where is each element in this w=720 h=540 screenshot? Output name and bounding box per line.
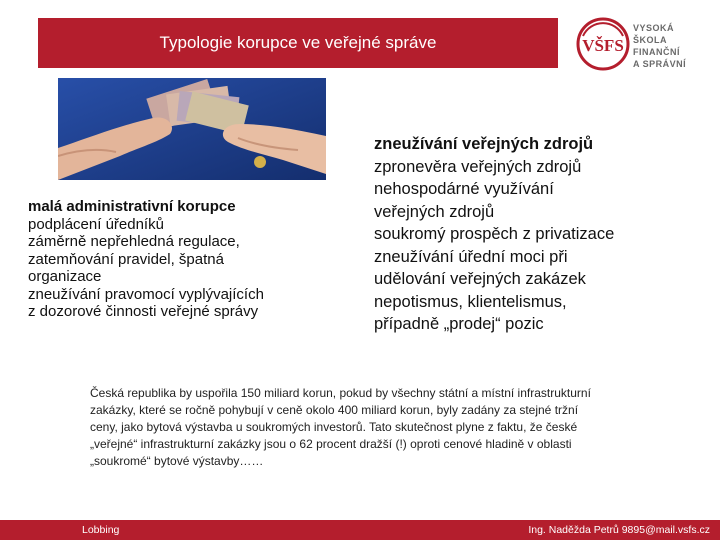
left-line: zatemňování pravidel, špatná <box>28 250 224 268</box>
left-line: organizace <box>28 268 102 285</box>
money-hands-photo <box>58 78 326 180</box>
footer-author: Ing. Naděžda Petrů 9895@mail.vsfs.cz <box>528 524 710 536</box>
right-line: nehospodárné využívání <box>374 180 554 198</box>
logo-monogram: VŠFS <box>582 36 624 55</box>
left-line: podplácení úředníků <box>28 215 164 233</box>
vsfs-monogram-icon <box>575 14 631 74</box>
right-line: případně „prodej“ pozic <box>374 315 544 333</box>
right-line: veřejných zdrojů <box>374 202 495 221</box>
right-line: udělování veřejných zakázek <box>374 270 586 288</box>
paragraph-line: ceny, jako bytová výstavba u soukromých investorů. Tato skutečnost plyne z faktu, že české <box>90 420 578 434</box>
footer-bar <box>0 520 720 540</box>
right-line: zpronevěra veřejných zdrojů <box>374 157 582 176</box>
left-line: z dozorové činnosti veřejné správy <box>28 303 259 320</box>
left-heading: malá administrativní korupce <box>28 198 236 215</box>
paragraph-line: Česká republika by uspořila 150 miliard korun, pokud by všechny státní a místní infrastrukturní <box>90 386 591 400</box>
bottom-paragraph <box>90 385 685 470</box>
slide-title: Typologie korupce ve veřejné správe <box>159 33 437 52</box>
logo-school-name <box>633 22 705 70</box>
right-line: zneužívání úřední moci při <box>374 247 568 266</box>
money-hands-image <box>58 78 326 180</box>
logo-line: A SPRÁVNÍ <box>633 59 687 69</box>
school-logo <box>575 14 705 74</box>
logo-line: VYSOKÁ ŠKOLA <box>633 23 675 45</box>
right-line: nepotismus, klientelismus, <box>374 292 567 311</box>
paragraph-line: „soukromé“ bytové výstavby…… <box>90 454 264 468</box>
left-line: záměrně nepřehledná regulace, <box>28 233 240 250</box>
right-heading: zneužívání veřejných zdrojů <box>374 135 594 153</box>
left-line: zneužívání pravomocí vyplývajících <box>28 285 264 303</box>
paragraph-line: zakázky, které se ročně pohybují v ceně okolo 400 miliard korun, byly zadány za stejné tržní <box>90 403 579 417</box>
title-bar <box>38 18 558 68</box>
logo-line: FINANČNÍ <box>633 47 680 57</box>
footer-topic: Lobbing <box>82 524 120 536</box>
right-column <box>374 133 704 336</box>
right-line: soukromý prospěch z privatizace <box>374 225 615 243</box>
left-column <box>28 198 328 321</box>
paragraph-line: „veřejné“ infrastrukturní zakázky jsou o 62 procent dražší (!) oproti cenové hladině v oblasti <box>90 437 572 451</box>
